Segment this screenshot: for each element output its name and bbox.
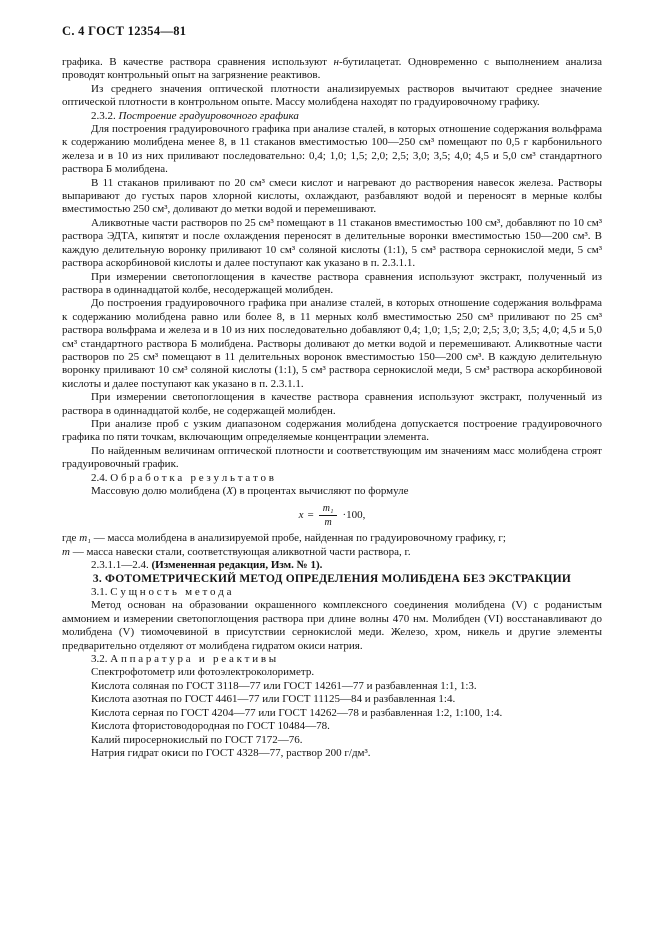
formula-multiplier: ·100, bbox=[342, 509, 366, 522]
definition-m: m — масса навески стали, соответствующая аликвотной части раствора, г. bbox=[62, 545, 411, 558]
clause-heading-2-3-2: 2.3.2. Построение градуировочного графика bbox=[91, 109, 299, 122]
definition-m1: где m₁ — масса молибдена в анализируемой пробе, найденная по градуировочному графику, г; bbox=[62, 532, 506, 545]
reagent-line: Кислота соляная по ГОСТ 3118—77 или ГОСТ 14261—77 и разбавленная 1:1, 1:3. bbox=[91, 679, 477, 692]
reagent-line: Натрия гидрат окиси по ГОСТ 4328—77, раствор 200 г/дм³. bbox=[91, 746, 371, 759]
section-3-heading: 3. ФОТОМЕТРИЧЕСКИЙ МЕТОД ОПРЕДЕЛЕНИЯ МОЛИБДЕНА БЕЗ ЭКСТРАКЦИИ bbox=[92, 572, 572, 585]
clause-heading-2-4: 2.4. О б р а б о т к а р е з у л ь т а т о в bbox=[91, 471, 274, 484]
paragraph: До построения градуировочного графика при анализе сталей, в которых отношение содержания вольфрама к содержанию молибдена равно или более 8, в 11 мерных колб вместимостью 250 см³ приливают по 25 см³ раствора вольфрама и железа и в 10 из них последовательно добавляют 0,4; 1,0; 1,5; 2,0; 2,5; 3,0; 3,5; 4,0; 4,5 и 5,0 см³ стандартного раствора Б молибдена. Растворы доливают до метки водой и перемешивают. Аликвотные части растворов по 25 см³ помещают в 11 делительных воронок вместимостью 150—200 см³. В каждую делительную воронку приливают 10 см³ соляной кислоты (1:1), 5 см³ раствора сернокислой меди, 5 см³ раствора аскорбиновой кислоты и далее поступают как указано в п. 2.3.1.1. bbox=[62, 297, 602, 390]
method-description: Метод основан на образовании окрашенного комплексного соединения молибдена (V) с роданистым аммонием и измерении светопоглощения раствора при длине волны 470 нм. Молибден (VI) восстанавливают до молибдена (V) тиомочевиной в присутствии сернокислой меди. Железо, хром, никель и другие элементы предварительно отделяют от молибдена гидратом окиси натрия. bbox=[62, 599, 602, 652]
clause-heading-3-2: 3.2. А п п а р а т у р а и р е а к т и в ы bbox=[91, 653, 277, 666]
paragraph-continuation: графика. В качестве раствора сравнения используют н-бутилацетат. Одновременно с выполнением анализа проводят контрольный опыт на загрязнение реактивов. bbox=[62, 56, 602, 82]
clause-heading-3-1: 3.1. С у щ н о с т ь м е т о д а bbox=[91, 586, 232, 599]
reagent-line: Кислота азотная по ГОСТ 4461—77 или ГОСТ 11125—84 и разбавленная 1:4. bbox=[91, 693, 456, 706]
revision-note: 2.3.1.1—2.4. (Измененная редакция, Изм. № 1). bbox=[91, 559, 323, 572]
formula-denominator: m bbox=[324, 517, 332, 529]
reagent-line: Спектрофотометр или фотоэлектроколориметр. bbox=[91, 666, 315, 679]
mass-fraction-formula bbox=[62, 503, 602, 528]
paragraph: Для построения градуировочного графика при анализе сталей, в которых отношение содержания вольфрама к содержанию молибдена менее 8, в 11 стаканов вместимостью 100—250 см³ помещают по 0,5 г карбонильного железа и в 10 из них приливают последовательно: 0,4; 1,0; 1,5; 2,0; 2,5; 3,0; 3,5; 4,0; 4,5 и 5,0 см³ стандартного раствора Б молибдена. bbox=[62, 123, 602, 176]
paragraph: В 11 стаканов приливают по 20 см³ смеси кислот и нагревают до растворения навесок железа. Растворы выпаривают до густых паров хлорной кислоты, охлаждают, разбавляют водой и переносят в мерные колбы вместимостью 250 см³, доливают до метки водой и перемешивают. bbox=[62, 176, 602, 216]
paragraph: По найденным величинам оптической плотности и соответствующим им значениям масс молибдена строят градуировочный график. bbox=[62, 444, 602, 471]
paragraph: При измерении светопоглощения в качестве раствора сравнения используют экстракт, полученный из раствора в одиннадцатой колбе, не содержащей молибден. bbox=[62, 391, 602, 417]
paragraph: Аликвотные части растворов по 25 см³ помещают в 11 стаканов вместимостью 100 см³, добавляют по 10 см³ раствора ЭДТА, кипятят и после охлаждения переносят в делительные воронки вместимостью 150—200 см³. В каждую делительную воронку приливают 10 см³ соляной кислоты (1:1), 5 см³ раствора сернокислой меди, 5 см³ раствора аскорбиновой кислоты и далее поступают как указано в п. 2.3.1.1. bbox=[62, 216, 602, 270]
reagent-line: Калий пиросернокислый по ГОСТ 7172—76. bbox=[91, 733, 303, 746]
page-content bbox=[62, 56, 602, 760]
formula-equals-sign: = bbox=[307, 509, 314, 522]
formula-variable-x: x bbox=[298, 509, 304, 522]
paragraph: При измерении светопоглощения в качестве раствора сравнения используют экстракт, полученный из раствора в одиннадцатой колбе, несодержащей молибден. bbox=[62, 270, 602, 296]
reagent-line: Кислота серная по ГОСТ 4204—77 или ГОСТ 14262—78 и разбавленная 1:2, 1:100, 1:4. bbox=[91, 706, 503, 719]
formula-fraction bbox=[319, 503, 338, 528]
running-header: С. 4 ГОСТ 12354—81 bbox=[62, 24, 187, 38]
reagent-line: Кислота фтористоводородная по ГОСТ 10484—78. bbox=[91, 720, 330, 733]
paragraph: При анализе проб с узким диапазоном содержания молибдена допускается построение градуировочного графика по пяти точкам, включающим определяемые концентрации элемента. bbox=[62, 417, 602, 444]
paragraph-formula-intro: Массовую долю молибдена (X) в процентах вычисляют по формуле bbox=[91, 485, 409, 497]
paragraph: Из среднего значения оптической плотности анализируемых растворов вычитают среднее значение оптической плотности в контрольном опыте. Массу молибдена находят по градуировочному графику. bbox=[62, 82, 602, 109]
formula-numerator: m₁ bbox=[319, 503, 338, 516]
